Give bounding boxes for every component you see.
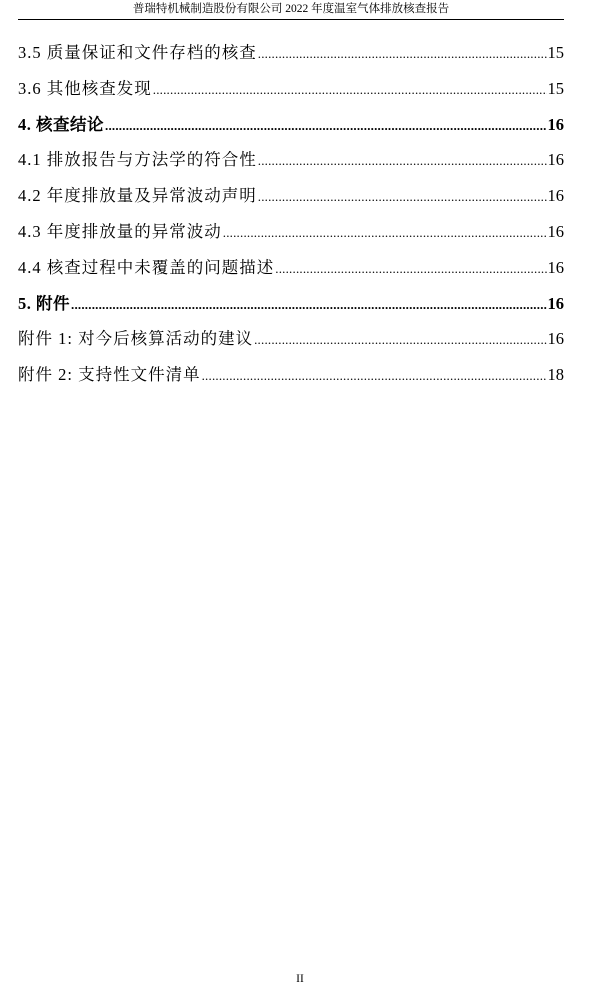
toc-entry-page: 16: [547, 221, 564, 241]
toc-entry[interactable]: [18, 181, 564, 217]
toc-entry-title: 4.1 排放报告与方法学的符合性: [18, 150, 257, 170]
toc-leader-dots: [202, 361, 547, 391]
toc-entry[interactable]: [18, 38, 564, 74]
toc-entry-page: 16: [547, 293, 564, 313]
toc-entry[interactable]: [18, 110, 564, 146]
page-number-text: II: [296, 973, 304, 985]
toc-entry[interactable]: [18, 253, 564, 289]
toc-entry-page: 16: [547, 114, 564, 134]
page-number: [0, 972, 600, 986]
toc-leader-dots: [275, 254, 546, 284]
toc-entry-page: 16: [547, 150, 564, 170]
toc-entry-title: 4.2 年度排放量及异常波动声明: [18, 186, 257, 206]
toc-entry[interactable]: [18, 74, 564, 110]
toc-entry-title: 3.6 其他核查发现: [18, 78, 152, 98]
toc-leader-dots: [71, 290, 547, 320]
toc-entry-page: 16: [547, 329, 564, 349]
toc-leader-dots: [254, 325, 546, 355]
toc-entry-title: 附件 1: 对今后核算活动的建议: [18, 329, 254, 349]
toc-leader-dots: [223, 218, 547, 248]
toc-entry[interactable]: [18, 289, 564, 325]
toc-entry[interactable]: [18, 145, 564, 181]
toc-entry[interactable]: [18, 217, 564, 253]
toc-entry-title: 附件 2: 支持性文件清单: [18, 365, 201, 385]
toc-entry-page: 18: [547, 365, 564, 385]
toc-entry-title: 3.5 质量保证和文件存档的核查: [18, 43, 257, 62]
toc-leader-dots: [105, 111, 547, 141]
toc-entry-title: 4. 核查结论: [18, 114, 104, 134]
toc-entry-page: 15: [547, 78, 564, 98]
toc-leader-dots: [153, 75, 547, 105]
toc-leader-dots: [258, 39, 547, 69]
toc-leader-dots: [258, 182, 547, 212]
toc-entry-title: 5. 附件: [18, 293, 70, 313]
toc-entry-page: 16: [547, 257, 564, 277]
toc-entry[interactable]: [18, 360, 564, 396]
toc-leader-dots: [258, 146, 547, 176]
toc-entry-title: 4.4 核查过程中未覆盖的问题描述: [18, 257, 275, 277]
toc-entry-page: 15: [547, 43, 564, 62]
toc-entry-title: 4.3 年度排放量的异常波动: [18, 221, 222, 241]
header-title: 普瑞特机械制造股份有限公司 2022 年度温室气体排放核查报告: [132, 3, 450, 15]
toc-entry-page: 16: [547, 186, 564, 206]
table-of-contents: [18, 38, 564, 396]
page-header: [18, 0, 564, 20]
toc-entry[interactable]: [18, 324, 564, 360]
